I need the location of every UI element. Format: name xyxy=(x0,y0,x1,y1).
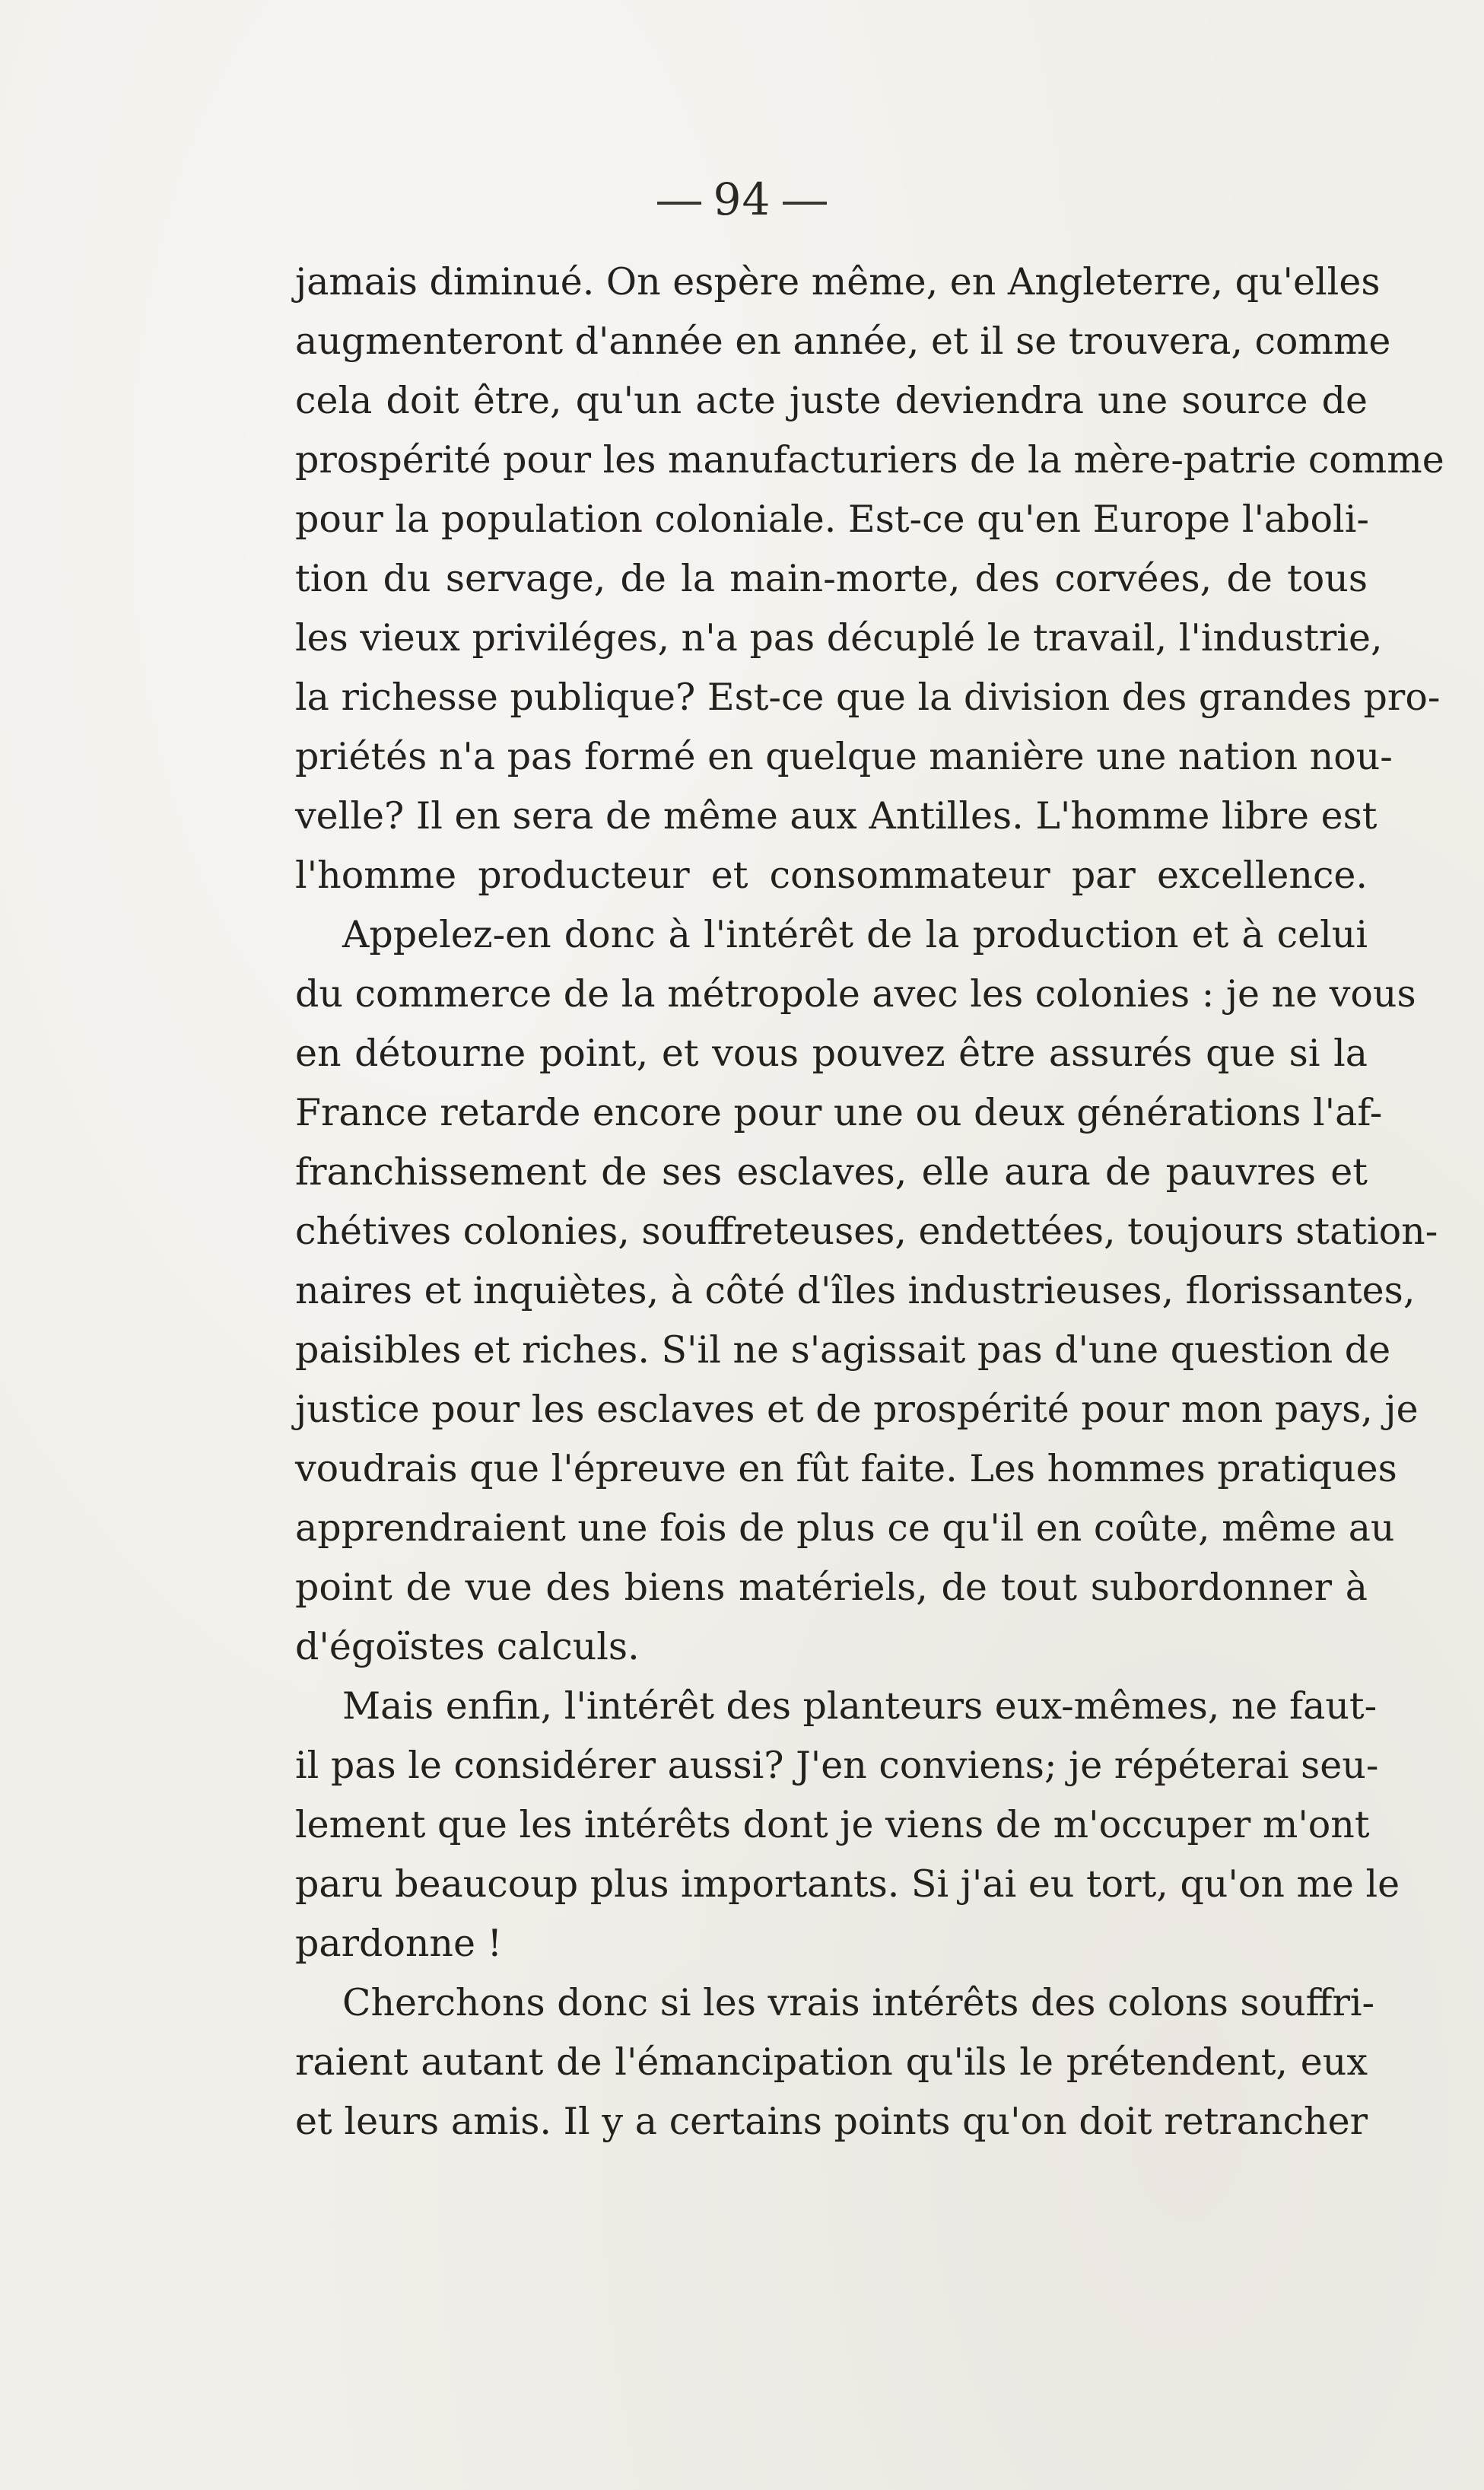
body-text xyxy=(295,253,1444,2151)
text-line: voudrais que l'épreuve en fût faite. Les hommes pratiques xyxy=(295,1447,1397,1490)
page-number-header xyxy=(0,173,1484,225)
text-line: l'homme producteur et consommateur par excellence. xyxy=(295,854,1368,897)
text-line: naires et inquiètes, à côté d'îles industrieuses, florissantes, xyxy=(295,1269,1416,1312)
text-line: paisibles et riches. S'il ne s'agissait pas d'une question de xyxy=(295,1328,1391,1372)
text-line: justice pour les esclaves et de prospérité pour mon pays, je xyxy=(295,1388,1419,1431)
paragraph-end-line: d'égoïstes calculs. xyxy=(295,1625,640,1668)
text-line: tion du servage, de la main-morte, des corvées, de tous xyxy=(295,557,1368,600)
text-line: France retarde encore pour une ou deux générations l'af- xyxy=(295,1091,1383,1134)
text-line: et leurs amis. Il y a certains points qu'on doit retrancher xyxy=(295,2100,1368,2143)
text-line: les vieux priviléges, n'a pas décuplé le travail, l'industrie, xyxy=(295,616,1383,660)
folio-dash-left xyxy=(657,202,701,205)
text-line: augmenteront d'année en année, et il se trouvera, comme xyxy=(295,320,1391,363)
text-line: point de vue des biens matériels, de tout subordonner à xyxy=(295,1566,1368,1609)
text-line: pour la population coloniale. Est-ce qu'en Europe l'aboli- xyxy=(295,498,1369,541)
paragraph-end-line: pardonne ! xyxy=(295,1922,503,1965)
text-line: en détourne point, et vous pouvez être assurés que si la xyxy=(295,1032,1368,1075)
text-line: du commerce de la métropole avec les colonies : je ne vous xyxy=(295,972,1416,1016)
text-line: la richesse publique? Est-ce que la division des grandes pro- xyxy=(295,676,1441,719)
paragraph-start-line: Mais enfin, l'intérêt des planteurs eux-mêmes, ne faut- xyxy=(342,1684,1378,1728)
paragraph-start-line: Cherchons donc si les vrais intérêts des colons souffri- xyxy=(342,1981,1375,2024)
text-line: jamais diminué. On espère même, en Angleterre, qu'elles xyxy=(295,260,1381,304)
text-line: raient autant de l'émancipation qu'ils le prétendent, eux xyxy=(295,2040,1368,2084)
text-line: franchissement de ses esclaves, elle aura de pauvres et xyxy=(295,1150,1368,1194)
text-line: paru beaucoup plus importants. Si j'ai eu tort, qu'on me le xyxy=(295,1862,1400,1906)
text-line: chétives colonies, souffreteuses, endettées, toujours station- xyxy=(295,1210,1438,1253)
page-number: 94 xyxy=(713,173,771,225)
text-line: priétés n'a pas formé en quelque manière une nation nou- xyxy=(295,735,1393,778)
text-line: lement que les intérêts dont je viens de m'occuper m'ont xyxy=(295,1803,1370,1846)
text-line: cela doit être, qu'un acte juste deviendra une source de xyxy=(295,379,1368,422)
text-line: prospérité pour les manufacturiers de la mère-patrie comme xyxy=(295,438,1444,482)
text-line: apprendraient une fois de plus ce qu'il en coûte, même au xyxy=(295,1506,1395,1550)
folio-dash-right xyxy=(783,202,827,205)
text-line: velle? Il en sera de même aux Antilles. L'homme libre est xyxy=(295,794,1378,838)
paragraph-start-line: Appelez-en donc à l'intérêt de la production et à celui xyxy=(342,913,1368,956)
text-line: il pas le considérer aussi? J'en conviens; je répéterai seu- xyxy=(295,1744,1379,1787)
